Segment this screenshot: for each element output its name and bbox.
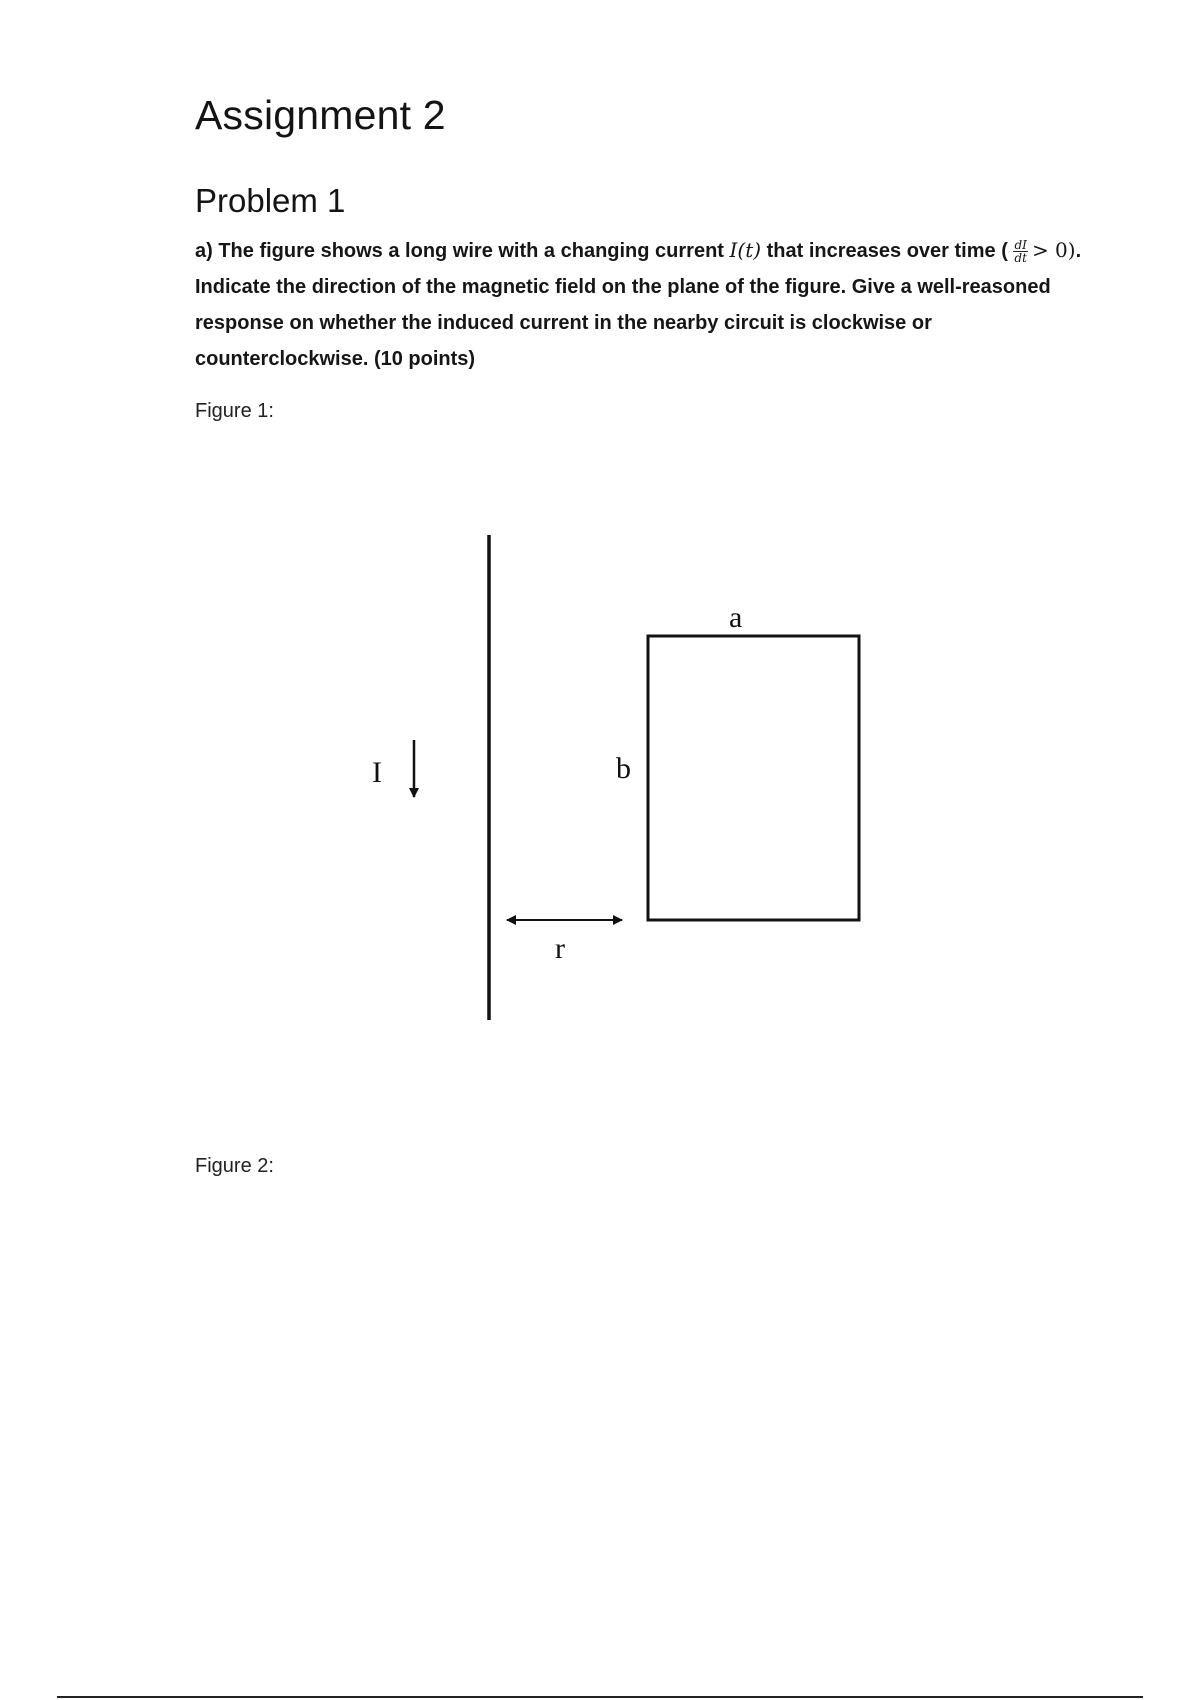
distance-label: r xyxy=(555,932,565,965)
statement-intro: a) The figure shows a long wire with a changing current xyxy=(195,240,724,262)
fraction-denominator: dt xyxy=(1014,251,1027,266)
figure-2-label: Figure 2: xyxy=(195,1155,274,1177)
statement-rest: . Indicate the direction of the magnetic field on the plane of the figure. Give a well-reasoned response on whether the induced current in the nearby circuit is clockwise or counterclockwise. (10 points) xyxy=(195,240,1082,370)
page-bottom-divider xyxy=(57,1696,1143,1698)
derivative-condition: > 0) xyxy=(1031,238,1076,262)
fraction-numerator: dI xyxy=(1014,238,1027,253)
problem-heading: Problem 1 xyxy=(195,182,346,219)
height-label: b xyxy=(616,752,631,785)
statement-mid: that increases over time ( xyxy=(766,240,1008,262)
rectangular-loop xyxy=(648,636,859,920)
figure-1-label: Figure 1: xyxy=(195,400,274,422)
width-label: a xyxy=(729,601,743,634)
assignment-title: Assignment 2 xyxy=(195,92,446,138)
current-symbol: I(t) xyxy=(729,238,762,262)
current-label: I xyxy=(372,756,382,789)
